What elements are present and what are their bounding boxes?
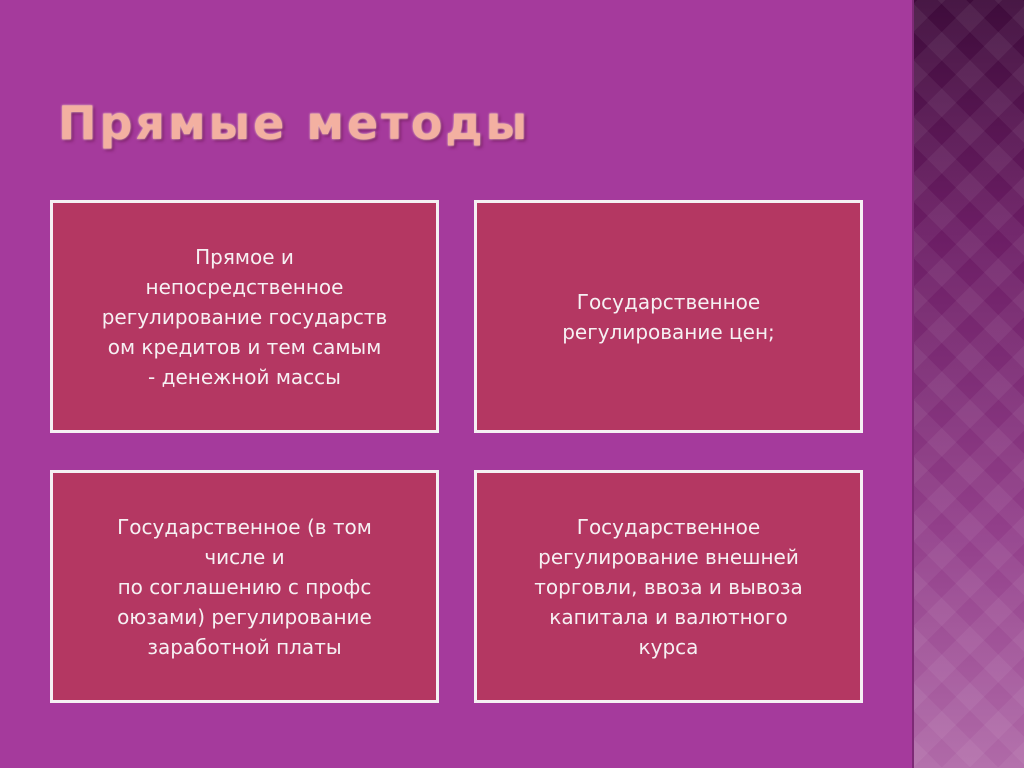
method-card-wage-regulation <box>50 470 439 703</box>
method-card-text: Прямое и непосредственное регулирование государств ом кредитов и тем самым - денежной массы <box>101 244 388 389</box>
method-card-text: Государственное регулирование цен; <box>562 289 775 344</box>
method-card-price-regulation <box>474 200 863 433</box>
slide-title: Прямые методы <box>58 96 531 150</box>
method-card-text: Государственное регулирование внешней торговли, ввоза и вывоза капитала и валютного курса <box>534 514 803 659</box>
decorative-side-strip <box>912 0 1024 768</box>
method-card-credit-regulation <box>50 200 439 433</box>
method-card-trade-regulation <box>474 470 863 703</box>
method-card-text: Государственное (в том числе и по соглашению с профс оюзами) регулирование заработной платы <box>117 514 372 659</box>
